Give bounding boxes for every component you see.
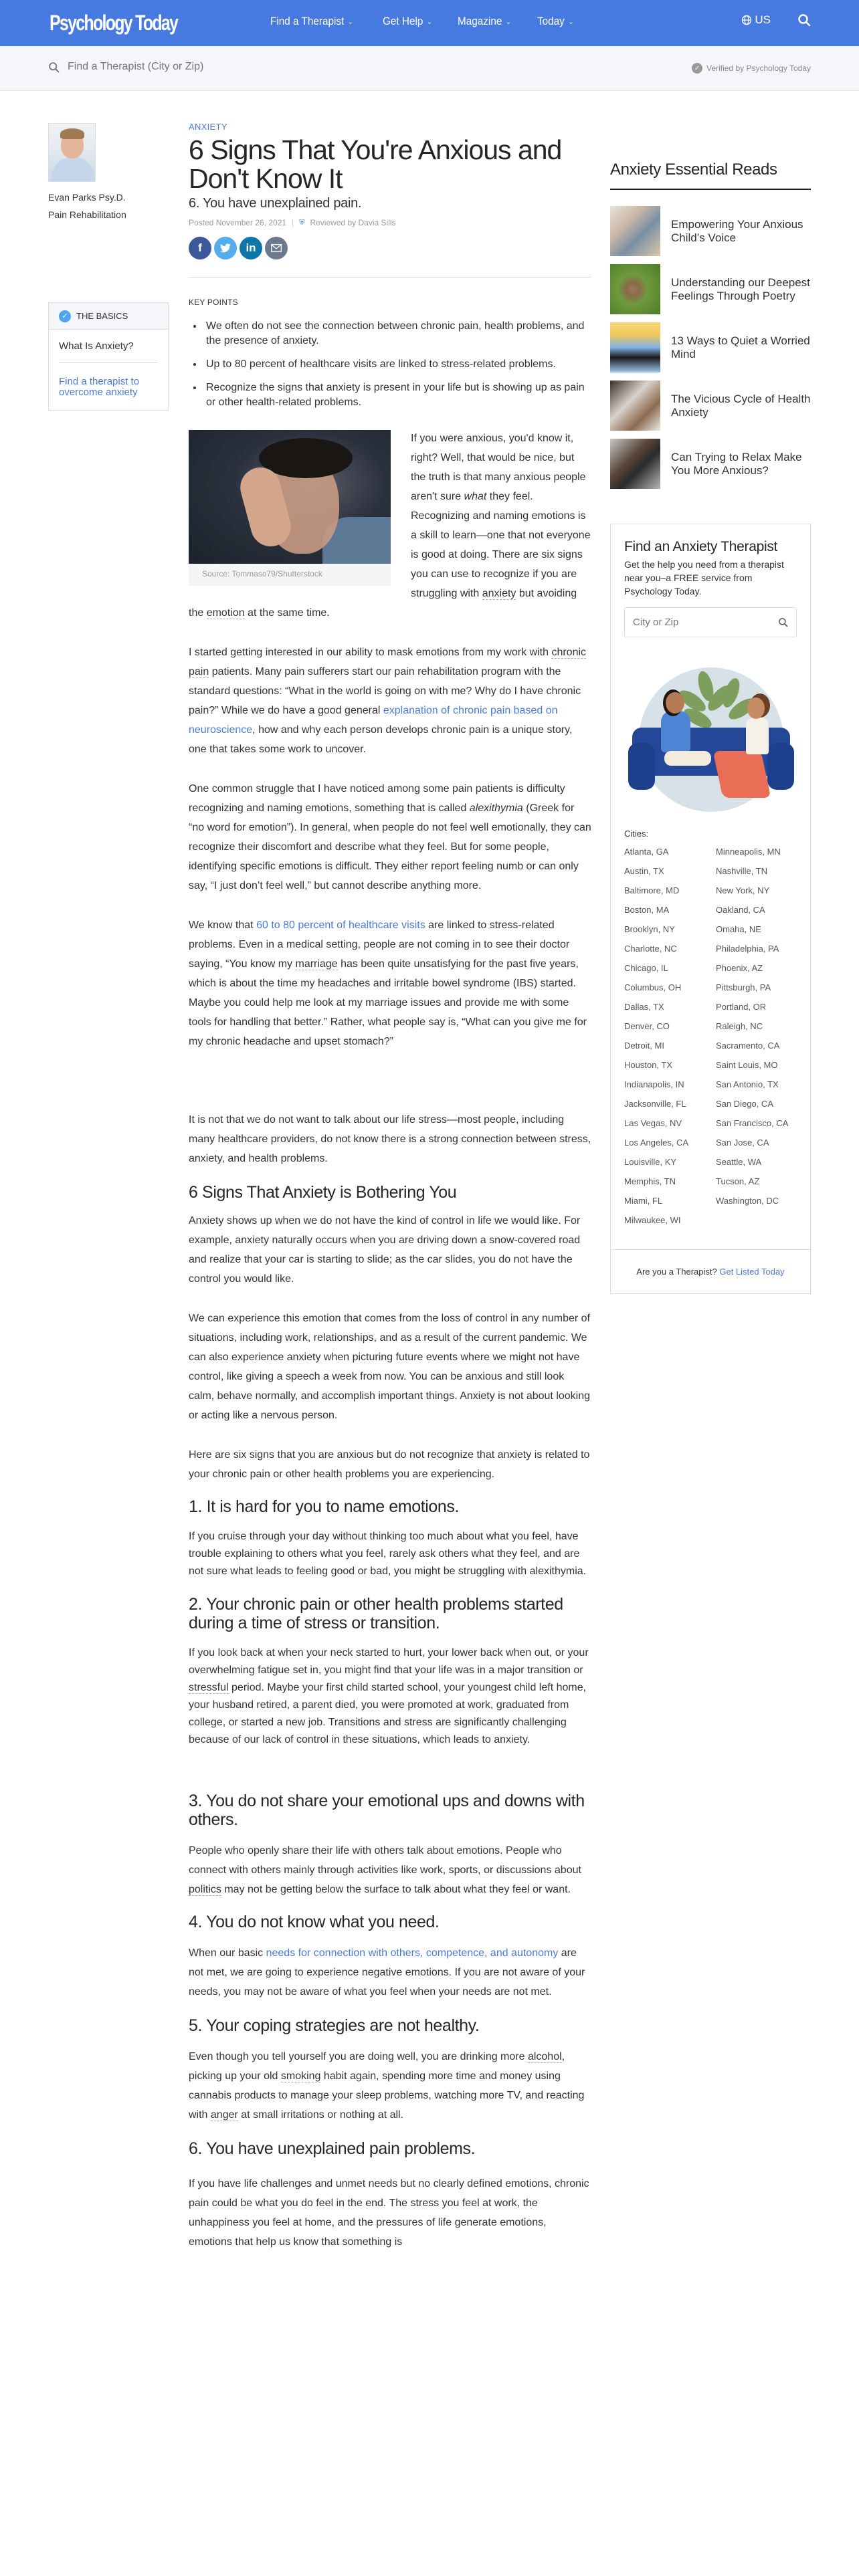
chevron-down-icon: ⌄ — [426, 17, 432, 26]
sign-2-heading: 2. Your chronic pain or other health problems started during a time of stress or transition. — [189, 1595, 563, 1632]
paragraph: When our basic needs for connection with others, competence, and autonomy are not met, we are going to experience negative emotions. If you are not aware of your needs, you may not be aware of what you feel when your needs are not met. — [189, 1947, 585, 1998]
get-listed-link[interactable]: Get Listed Today — [719, 1267, 785, 1277]
city-link[interactable]: Brooklyn, NY — [624, 924, 675, 934]
finder-description: Get the help you need from a therapist near you–a FREE service from Psychology Today. — [624, 559, 784, 597]
city-link[interactable]: Chicago, IL — [624, 963, 668, 973]
chevron-down-icon: ⌄ — [347, 17, 353, 26]
find-therapist-widget — [610, 524, 811, 1294]
top-nav — [0, 0, 859, 46]
nav-today[interactable] — [537, 15, 574, 28]
city-link[interactable]: Philadelphia, PA — [716, 944, 779, 954]
article-meta — [189, 218, 591, 227]
paragraph: People who openly share their life with others talk about emotions. People who connect with others mainly through activities like work, sports, or discussions about politics may not be getting below the surface to talk about what they feel or want. — [189, 1845, 581, 1895]
city-link[interactable]: Raleigh, NC — [716, 1021, 763, 1031]
nav-find-therapist[interactable] — [270, 15, 353, 28]
sign-3-heading: 3. You do not share your emotional ups and downs with others. — [189, 1792, 585, 1829]
paragraph: If you cruise through your day without thinking too much about what you feel, have trouble explaining to others what you feel, rarely ask others what they feel, and are not sure what leads to feeling good or bad, you might be struggling with alexithymia. — [189, 1531, 587, 1577]
read-thumbnail[interactable] — [610, 206, 660, 256]
glossary-term[interactable]: emotion — [206, 607, 245, 619]
nav-label: Magazine — [458, 15, 502, 27]
page-title: 6 Signs That You're Anxious and Don't Know It — [189, 134, 562, 194]
article — [189, 122, 591, 2252]
city-link[interactable]: Los Angeles, CA — [624, 1138, 689, 1148]
nav-label: Find a Therapist — [270, 15, 345, 27]
divider — [189, 277, 591, 278]
city-link[interactable]: Phoenix, AZ — [716, 963, 763, 973]
nav-get-help[interactable] — [383, 15, 432, 28]
city-link[interactable]: Louisville, KY — [624, 1157, 677, 1167]
key-point: • Up to 80 percent of healthcare visits are linked to stress-related problems. — [203, 357, 591, 372]
city-link[interactable]: Atlanta, GA — [624, 847, 669, 857]
paragraph: It is not that we do not want to talk about our life stress—most people, including many healthcare providers, do not know there is a strong connection between stress, anxiety, and health problems. — [189, 1114, 591, 1164]
city-link[interactable]: Columbus, OH — [624, 982, 682, 992]
sign-6-heading: 6. You have unexplained pain problems. — [189, 2139, 476, 2158]
find-therapist-link[interactable] — [59, 363, 158, 410]
nav-label: Get Help — [382, 15, 423, 27]
city-zip-input[interactable] — [633, 617, 767, 628]
read-title[interactable]: Empowering Your Anxious Child’s Voice — [671, 217, 803, 244]
city-link[interactable]: Tucson, AZ — [716, 1176, 760, 1186]
share-buttons — [189, 237, 591, 259]
cities-left-column — [624, 843, 716, 1230]
nav-right — [741, 13, 811, 27]
essential-read-item[interactable] — [610, 439, 811, 489]
reviewed-by[interactable]: Reviewed by Davia Sills — [310, 218, 396, 227]
sign-4-heading: 4. You do not know what you need. — [189, 1913, 440, 1931]
city-link[interactable]: Boston, MA — [624, 905, 670, 915]
cities-right-column — [716, 843, 803, 1230]
image-caption: Source: Tommaso79/Shutterstock — [189, 564, 391, 586]
glossary-term[interactable]: marriage — [295, 958, 338, 970]
healthcare-visits-link[interactable]: 60 to 80 percent of healthcare visits — [256, 920, 425, 931]
city-link[interactable]: Denver, CO — [624, 1021, 670, 1031]
city-link[interactable]: Jacksonville, FL — [624, 1099, 686, 1109]
paragraph: Anxiety shows up when we do not have the kind of control in life we would like. For example, anxiety naturally occurs when you are driving down a snow-covered road and realize that your car is starting to slide; as the car slides, you do not have the control you would like. — [189, 1215, 581, 1285]
therapy-illustration — [624, 651, 798, 825]
shield-check-icon: ⛨ — [299, 218, 305, 227]
neuroscience-link[interactable]: explanation of chronic pain based on neuroscience — [189, 705, 558, 736]
category-kicker[interactable]: ANXIETY — [189, 122, 227, 132]
city-link[interactable]: Detroit, MI — [624, 1041, 664, 1051]
glossary-term[interactable]: politics — [189, 1884, 221, 1895]
city-link[interactable]: Las Vegas, NV — [624, 1118, 682, 1128]
glossary-term[interactable]: anxiety — [482, 588, 516, 599]
glossary-term[interactable]: alcohol — [527, 2051, 562, 2062]
email-share-button[interactable] — [265, 237, 288, 259]
city-link[interactable]: Sacramento, CA — [716, 1041, 780, 1051]
twitter-share-button[interactable] — [214, 237, 237, 259]
paragraph: If you were anxious, you'd know it, right? Well, that would be nice, but the truth is that many anxious people aren't sure what they feel. Recognizing and naming emotions is a skill to learn—one that not everyone is good at doing. There are six signs you can use to recognize if you are struggling with anxiety but avoiding the emotion at the same time. — [189, 433, 591, 619]
read-title[interactable]: 13 Ways to Quiet a Worried Mind — [671, 334, 810, 360]
essential-read-item[interactable] — [610, 206, 811, 256]
city-link[interactable]: Milwaukee, WI — [624, 1215, 681, 1225]
therapist-search-bar — [0, 46, 859, 91]
essential-read-item[interactable] — [610, 381, 811, 431]
city-link[interactable]: New York, NY — [716, 885, 770, 895]
therapist-cta — [611, 1249, 810, 1293]
the-basics-box — [48, 302, 169, 411]
author-avatar[interactable] — [48, 123, 96, 182]
key-point: • We often do not see the connection between chronic pain, health problems, and the presence of anxiety. — [203, 319, 591, 348]
read-thumbnail[interactable] — [610, 322, 660, 372]
city-link[interactable]: Miami, FL — [624, 1196, 663, 1206]
sign-1-heading: 1. It is hard for you to name emotions. — [189, 1497, 460, 1516]
read-thumbnail[interactable] — [610, 381, 660, 431]
city-link[interactable]: Seattle, WA — [716, 1157, 762, 1167]
paragraph: If you have life challenges and unmet needs but no clearly defined emotions, chronic pain could be what you do feel in the end. The stress you feel at work, the unhappiness you feel at home, and the pressures of life generate emotions, emotions that help us know that something is — [189, 2178, 589, 2248]
verified-check-icon: ✓ — [692, 63, 702, 74]
basics-item-what-is-anxiety[interactable]: What Is Anxiety? — [59, 330, 158, 363]
key-points-list — [189, 319, 591, 410]
city-link[interactable]: Oakland, CA — [716, 905, 765, 915]
city-link[interactable]: Omaha, NE — [716, 924, 761, 934]
meta-divider: | — [292, 218, 294, 227]
region-selector[interactable] — [741, 13, 771, 27]
essential-read-item[interactable] — [610, 264, 811, 314]
basics-header — [49, 303, 168, 330]
linkedin-icon: in — [246, 241, 256, 254]
glossary-term[interactable]: anger — [210, 2109, 238, 2121]
read-thumbnail[interactable] — [610, 264, 660, 314]
read-thumbnail[interactable] — [610, 439, 660, 489]
site-logo[interactable]: Psychology Today — [50, 11, 178, 35]
city-link[interactable]: Baltimore, MD — [624, 885, 680, 895]
search-icon[interactable] — [797, 13, 811, 27]
chevron-down-icon: ⌄ — [568, 17, 574, 26]
finder-title: Find an Anxiety Therapist — [624, 539, 778, 554]
find-therapist-link-text[interactable]: Find a therapist to overcome anxiety — [59, 376, 140, 398]
linkedin-share-button[interactable] — [240, 237, 262, 259]
cities-label: Cities: — [624, 829, 649, 839]
verified-badge — [692, 63, 811, 74]
author-block — [48, 123, 149, 223]
city-link[interactable]: San Diego, CA — [716, 1099, 773, 1109]
essential-read-item[interactable] — [610, 322, 811, 372]
paragraph: Even though you tell yourself you are doing well, you are drinking more alcohol, picking up your old smoking habit again, spending more time and money using cannabis products to manage your sleep problems, watching more TV, and reacting with anger at small irritations or nothing at all. — [189, 2051, 585, 2121]
right-sidebar — [610, 160, 811, 1294]
city-link[interactable]: Pittsburgh, PA — [716, 982, 771, 992]
glossary-term[interactable]: smoking — [280, 2070, 321, 2082]
paragraph: We can experience this emotion that comes from the loss of control in any number of situations, including work, relationships, and as a result of the current pandemic. We can also experience anxiety when picturing future events where we might not have control, like giving a speech a week from now. You can be anxious and still look calm, behave normally, and accomplish important things. Anxiety is not about looking or acting like a nervous person. — [189, 1313, 591, 1421]
paragraph: We know that 60 to 80 percent of healthcare visits are linked to stress-related problems. Even in a medical setting, people are not coming in to see their doctor saying, “You know my marriage has been quite unsatisfying for the past five years, which is about the time my headaches and irritable bowel syndrome (IBS) started. Maybe you could help me look at my marriage issues and provide me with some tools for handling that better.” Rather, what people say is, “What can you give me for my chronic headache and upset stomach?” — [189, 920, 587, 1047]
city-zip-search — [624, 607, 797, 637]
author-blog[interactable]: Pain Rehabilitation — [48, 209, 126, 220]
posted-date: Posted November 26, 2021 — [189, 218, 287, 227]
needs-link[interactable]: needs for connection with others, competence, and autonomy — [266, 1947, 559, 1959]
therapist-search — [48, 61, 268, 73]
city-link[interactable]: Washington, DC — [716, 1196, 779, 1206]
article-figure — [189, 430, 391, 586]
city-link[interactable]: San Antonio, TX — [716, 1079, 779, 1089]
city-link[interactable]: Memphis, TN — [624, 1176, 676, 1186]
city-link[interactable]: Saint Louis, MO — [716, 1060, 778, 1070]
cities-grid — [624, 843, 797, 1230]
city-link[interactable]: San Francisco, CA — [716, 1118, 789, 1128]
verified-text: Verified by Psychology Today — [706, 64, 811, 73]
key-points-label: KEY POINTS — [189, 298, 238, 307]
envelope-icon — [271, 244, 282, 252]
city-link[interactable]: Austin, TX — [624, 866, 664, 876]
search-icon[interactable] — [778, 617, 788, 627]
read-title[interactable]: Understanding our Deepest Feelings Through Poetry — [671, 276, 810, 302]
read-title[interactable]: The Vicious Cycle of Health Anxiety — [671, 392, 811, 419]
paragraph: One common struggle that I have noticed among some pain patients is difficulty recognizing and naming emotions, something that is called alexithymia (Greek for “no word for emotion”). In general, when people do not feel well emotionally, they can recognize their discomfort and describe what they feel. But for some people, identifying specific emotions is difficult. They either report feeling numb or can only say, “I just don’t feel well,” but cannot describe anything more. — [189, 783, 591, 891]
paragraph: Here are six signs that you are anxious but do not recognize that anxiety is related to your chronic pain or other health problems you are experiencing. — [189, 1449, 590, 1480]
key-point: • Recognize the signs that anxiety is present in your life but is showing up as pain or other health-related problems. — [203, 381, 591, 410]
read-title[interactable]: Can Trying to Relax Make You More Anxious? — [671, 450, 802, 477]
facebook-icon: f — [198, 241, 202, 254]
essential-reads-title: Anxiety Essential Reads — [610, 160, 811, 190]
therapist-search-input[interactable] — [68, 61, 268, 73]
globe-icon — [741, 15, 752, 25]
section-heading: 6 Signs That Anxiety is Bothering You — [189, 1183, 457, 1202]
glossary-term[interactable]: stressful — [189, 1682, 229, 1693]
sign-5-heading: 5. Your coping strategies are not healthy. — [189, 2016, 480, 2035]
chevron-down-icon: ⌄ — [505, 17, 512, 26]
twitter-icon — [220, 243, 231, 253]
nav-label: Today — [537, 15, 565, 27]
city-link[interactable]: Houston, TX — [624, 1060, 673, 1070]
city-link[interactable]: Charlotte, NC — [624, 944, 677, 954]
article-image[interactable] — [189, 430, 391, 564]
essential-reads-list — [610, 206, 811, 489]
city-link[interactable]: Indianapolis, IN — [624, 1079, 684, 1089]
city-link[interactable]: Minneapolis, MN — [716, 847, 781, 857]
paragraph: If you look back at when your neck started to hurt, your lower back when out, or your overwhelming fatigue set in, you might find that your life was in a major transition or stressful period. Maybe your first child started school, your youngest child left home, your husband retired, a parent died, you were promoted at work, graduated from college, or started a new job. Transitions and stress are significantly challenging because of our lack of control in these situations, which leads to anxiety. — [189, 1647, 589, 1745]
facebook-share-button[interactable] — [189, 237, 211, 259]
city-link[interactable]: Portland, OR — [716, 1002, 767, 1012]
city-link[interactable]: San Jose, CA — [716, 1138, 769, 1148]
author-name[interactable]: Evan Parks Psy.D. — [48, 192, 126, 203]
region-label: US — [755, 13, 771, 26]
check-circle-icon: ✓ — [59, 310, 71, 322]
search-icon — [48, 62, 60, 73]
city-link[interactable]: Nashville, TN — [716, 866, 768, 876]
basics-title: THE BASICS — [76, 311, 128, 321]
article-subtitle: 6. You have unexplained pain. — [189, 196, 362, 211]
nav-magazine[interactable] — [458, 15, 511, 28]
cta-text: Are you a Therapist? — [636, 1267, 720, 1277]
intro-section — [189, 429, 591, 623]
main-nav — [270, 15, 578, 28]
city-link[interactable]: Dallas, TX — [624, 1002, 664, 1012]
glossary-term[interactable]: chronic pain — [189, 647, 587, 677]
paragraph: I started getting interested in our ability to mask emotions from my work with chronic pain patients. Many pain sufferers start our pain rehabilitation program with the standard questions: “What in the world is going on with me? Why do I have chronic pain?” While we do have a good general explanation of chronic pain based on neuroscience, how and why each person develops chronic pain is a unique story, one that takes some work to uncover. — [189, 647, 587, 755]
